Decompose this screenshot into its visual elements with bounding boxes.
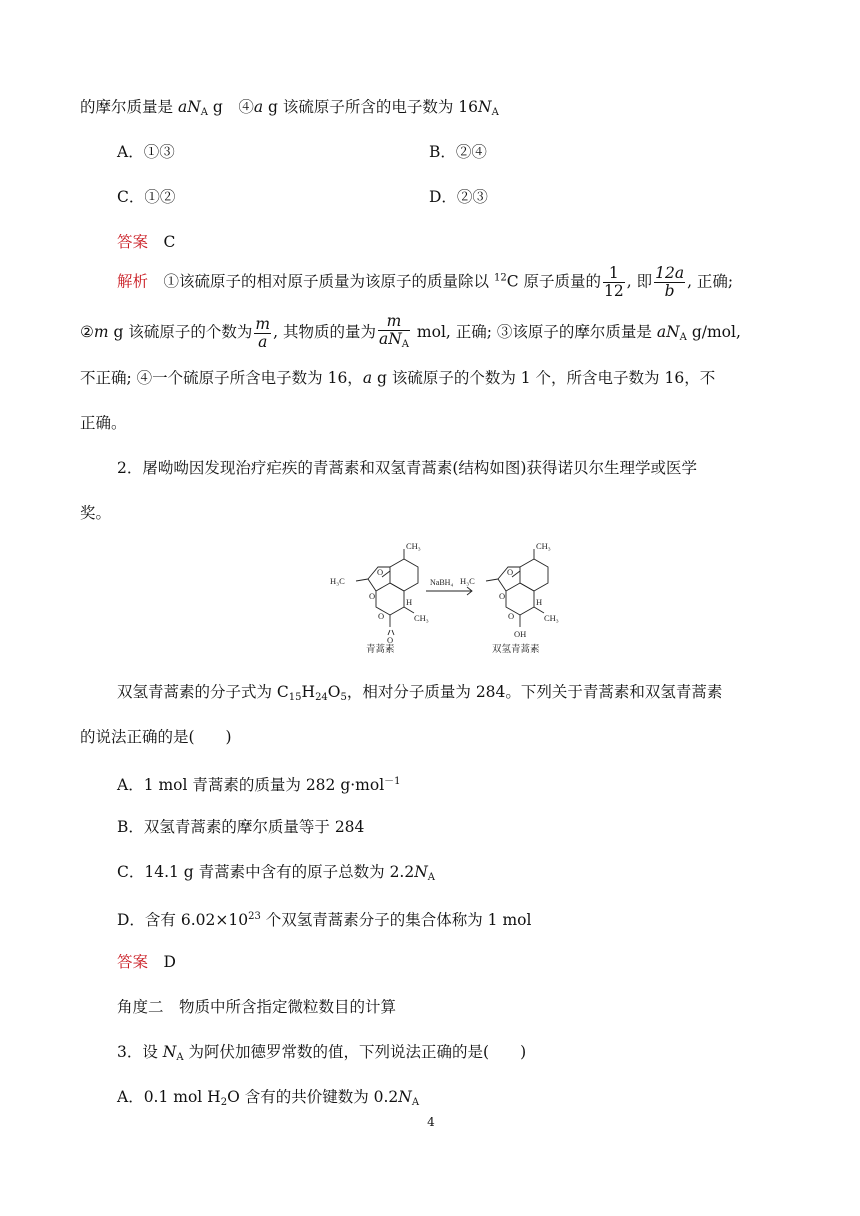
q3-stem: 3．设 $N_A$ 为阿伏加德罗常数的值，下列说法正确的是( ) (117, 1043, 527, 1063)
q2-option-a: A．1 mol 青蒿素的质量为 282 g·mol$^{-1}$ (117, 776, 401, 794)
arrow-reagent-label: NaBH₄ (430, 578, 454, 587)
q1-analysis-line2: ②m g 该硫原子的个数为 $\frac{m}{a}$ , 其物质的量为 $\frac{m}{aN_A}$ mol, 正确; ③该原子的摩尔质量是 $aN_A$ g/mol, (80, 313, 741, 353)
q2-para-line2: 的说法正确的是( ) (80, 728, 232, 746)
o-label: O (377, 567, 384, 577)
q2-option-b: B．双氢青蒿素的摩尔质量等于 284 (117, 818, 365, 836)
answer-label: 答案 (117, 233, 149, 251)
o-label: O (387, 635, 394, 645)
q1-answer: 答案 C (117, 233, 176, 251)
q1-option-d: D．②③ (429, 188, 488, 206)
q1-analysis-line4: 正确。 (80, 414, 127, 432)
right-compound-name: 双氢青蒿素 (492, 645, 540, 655)
h-label: H (536, 597, 543, 607)
o-label: O (378, 611, 385, 621)
fraction-m-a: $\frac{m}{a}$ (255, 314, 271, 351)
fraction-m-aNA: $\frac{m}{aN_A}$ (378, 312, 409, 350)
o-label: O (507, 567, 514, 577)
section-heading: 角度二 物质中所含指定微粒数目的计算 (117, 998, 397, 1016)
ch3-label: CH₃ (544, 613, 559, 623)
fraction-12a-b: $\frac{12a}{b}$ (655, 264, 685, 300)
q2-option-c: C．14.1 g 青蒿素中含有的原子总数为 $2.2N_A$ (117, 863, 436, 883)
q1-option-b: B．②④ (429, 143, 487, 161)
q2-answer: 答案 D (117, 953, 176, 971)
ch3-label: CH₃ (406, 541, 421, 551)
fraction-1-12: $\frac{1}{12}$ (604, 264, 624, 300)
left-compound-name: 青蒿素 (366, 645, 395, 655)
q1-tail-line: 的摩尔质量是 $aN_A$ g ④a g 该硫原子所含的电子数为 $16N_A$ (80, 98, 499, 118)
oh-label: OH (514, 629, 527, 639)
q2-stem-line2: 奖。 (80, 504, 112, 522)
h-label: H (406, 597, 413, 607)
o-label: O (369, 591, 376, 601)
ch3-label: CH₃ (414, 613, 429, 623)
o-label: O (508, 611, 515, 621)
h3c-label: H₃C (460, 576, 475, 586)
answer-label: 答案 (117, 953, 149, 971)
structure-svg (322, 539, 567, 659)
page-number: 4 (427, 1115, 435, 1129)
ch3-label: CH₃ (536, 541, 551, 551)
o-label: O (499, 591, 506, 601)
h3c-label: H₃C (330, 576, 345, 586)
q2-para-line1: 双氢青蒿素的分子式为 $C_{15}H_{24}O_5$，相对分子质量为 284。下列关于青蒿素和双氢青蒿素 (117, 683, 723, 703)
q1-analysis-line3: 不正确; ④一个硫原子所含电子数为 16，a g 该硫原子的个数为 1 个，所含电子数为 16，不 (80, 369, 716, 387)
q2-option-d: D．含有 $6.02\times 10^{23}$ 个双氢青蒿素分子的集合体称为 1 mol (117, 911, 532, 929)
q1-option-a: A．①③ (117, 143, 175, 161)
q1-option-c: C．①② (117, 188, 176, 206)
analysis-label: 解析 (117, 272, 149, 291)
q2-stem-line1: 2．屠呦呦因发现治疗疟疾的青蒿素和双氢青蒿素(结构如图)获得诺贝尔生理学或医学 (117, 459, 697, 477)
q3-option-a: A．0.1 mol $H_2O$ 含有的共价键数为 $0.2N_A$ (117, 1088, 420, 1108)
q1-analysis-line1: 解析 ①该硫原子的相对原子质量为该原子的质量除以 $^{12}$C 原子质量的 $\frac{1}{12}$ , 即 $\frac{12a}{b}$ , 正确; (117, 264, 734, 300)
artemisinin-structure-figure (322, 539, 567, 659)
